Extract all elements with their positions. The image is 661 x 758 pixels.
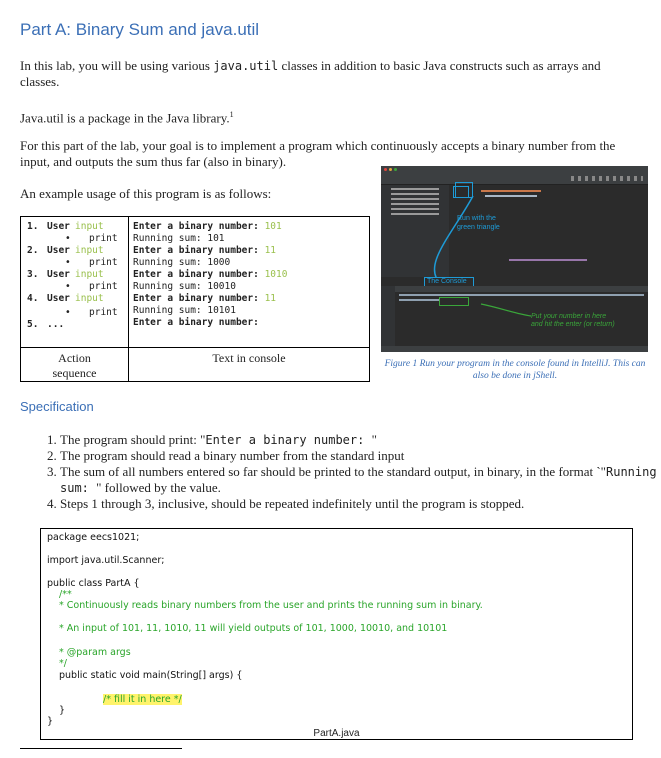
- step-action: input: [75, 293, 104, 304]
- action-label: Action: [58, 351, 91, 365]
- code-comment: * @param args: [59, 647, 131, 658]
- spec-steps: [20, 432, 661, 512]
- step-text: The program should read a binary number from the standard input: [60, 448, 405, 463]
- list-item: [60, 464, 661, 496]
- input-note-a: Put your number in here: [531, 313, 607, 320]
- intro-paragraph: [20, 58, 640, 90]
- step-action: print: [89, 257, 118, 268]
- console-input-line: [399, 299, 439, 301]
- list-item: [60, 432, 661, 448]
- console-prompt: Enter a binary number:: [133, 221, 265, 232]
- step-user: User: [47, 293, 70, 304]
- code-box: [40, 528, 633, 740]
- step-text: " followed by the value.: [96, 480, 221, 495]
- step-user: User: [47, 221, 70, 232]
- intro-code: java.util: [213, 59, 279, 73]
- bullet: •: [65, 281, 71, 292]
- code-comment: */: [59, 658, 67, 669]
- step-text: Steps 1 through 3, inclusive, should be repeated indefinitely until the program is stopped.: [60, 496, 525, 511]
- goal-paragraph: For this part of the lab, your goal is to implement a program which continuously accepts a binary number from the input, and outputs the sum thus far (also in binary).: [20, 138, 616, 169]
- console-line: [133, 293, 276, 305]
- run-note-b: green triangle: [457, 224, 500, 231]
- intro-before: In this lab, you will be using various: [20, 58, 214, 73]
- step-action: input: [75, 269, 104, 280]
- console-line: Enter a binary number:: [133, 317, 259, 328]
- step-action: input: [75, 221, 104, 232]
- code-line: package eecs1021;: [47, 532, 140, 543]
- code-comment: * An input of 101, 11, 1010, 11 will yield outputs of 101, 1000, 10010, and 10101: [59, 623, 448, 634]
- step-user: ...: [47, 319, 65, 330]
- step-number: 2.: [27, 245, 39, 256]
- bullet: •: [65, 307, 71, 318]
- console-line: [133, 221, 282, 233]
- page-title: Part A: Binary Sum and java.util: [20, 20, 260, 39]
- run-note-a: Run with the: [457, 215, 496, 222]
- column-label-console: Text in console: [212, 351, 286, 365]
- console-line: [133, 245, 276, 257]
- column-label-action: [21, 351, 128, 381]
- step-code: Running sum:: [60, 465, 657, 495]
- list-item: [60, 496, 661, 512]
- step-number: 1.: [27, 221, 39, 232]
- bullet: •: [65, 257, 71, 268]
- intro-after: classes in addition to basic Java constructs such as arrays and classes.: [20, 58, 601, 89]
- console-value: 101: [264, 221, 282, 232]
- step-number: 3.: [27, 269, 39, 280]
- console-line: Running sum: 101: [133, 233, 225, 244]
- file-name: PartA.java: [313, 728, 360, 739]
- input-note: [531, 313, 615, 329]
- list-item: [60, 448, 661, 464]
- example-table: [20, 216, 370, 382]
- console-value: 11: [264, 293, 277, 304]
- section-heading: Specification: [20, 399, 94, 414]
- table-divider: [21, 347, 369, 348]
- step-action: input: [75, 245, 104, 256]
- step-text: The sum of all numbers entered so far should be printed to the standard output, in binary, in the format `": [60, 464, 606, 479]
- package-text: Java.util is a package in the Java library.: [20, 110, 230, 126]
- code-line: }: [47, 716, 54, 727]
- footnote-ref[interactable]: 1: [229, 110, 234, 119]
- package-paragraph: [20, 107, 234, 126]
- bullet: •: [65, 233, 71, 244]
- console-toolbar: [381, 286, 395, 346]
- console-prompt: Enter a binary number:: [133, 245, 265, 256]
- footnote-rule: [20, 748, 182, 749]
- code-comment: * Continuously reads binary numbers from the user and prints the running sum in binary.: [59, 600, 483, 611]
- code-line: public class PartA {: [47, 578, 140, 589]
- status-bar: [381, 346, 648, 352]
- code-line: public static void main(String[] args) {: [59, 670, 243, 681]
- console-prompt: Enter a binary number:: [133, 269, 265, 280]
- console-header: [381, 286, 648, 292]
- step-code: Enter a binary number:: [205, 433, 372, 447]
- step-action: print: [89, 281, 118, 292]
- console-label: The Console: [427, 278, 467, 285]
- console-line: Running sum: 1000: [133, 257, 231, 268]
- input-note-b: and hit the enter (or return): [531, 321, 615, 328]
- step-number: 5.: [27, 319, 39, 330]
- example-intro: An example usage of this program is as follows:: [20, 186, 272, 201]
- code-line: }: [59, 705, 66, 716]
- step-number: 4.: [27, 293, 39, 304]
- step-action: print: [89, 307, 118, 318]
- console-value: 1010: [264, 269, 288, 280]
- intellij-screenshot: [381, 166, 648, 352]
- console-line: Running sum: 10010: [133, 281, 236, 292]
- console-prompt: Enter a binary number:: [133, 293, 265, 304]
- console-output: [399, 294, 644, 296]
- step-user: User: [47, 269, 70, 280]
- step-text: The program should print: ": [60, 432, 206, 447]
- step-action: print: [89, 233, 118, 244]
- sequence-label: sequence: [52, 366, 97, 380]
- input-highlight: [439, 297, 469, 306]
- code-comment: /**: [59, 589, 72, 600]
- code-line: import java.util.Scanner;: [47, 555, 165, 566]
- step-user: User: [47, 245, 70, 256]
- fill-in-comment: /* fill it in here */: [103, 694, 182, 705]
- console-line: [133, 269, 287, 281]
- step-text: ": [371, 432, 377, 447]
- console-line: Running sum: 10101: [133, 305, 236, 316]
- console-value: 11: [264, 245, 277, 256]
- figure-caption: Figure 1 Run your program in the console found in IntelliJ. This can also be done in jShell.: [384, 359, 646, 381]
